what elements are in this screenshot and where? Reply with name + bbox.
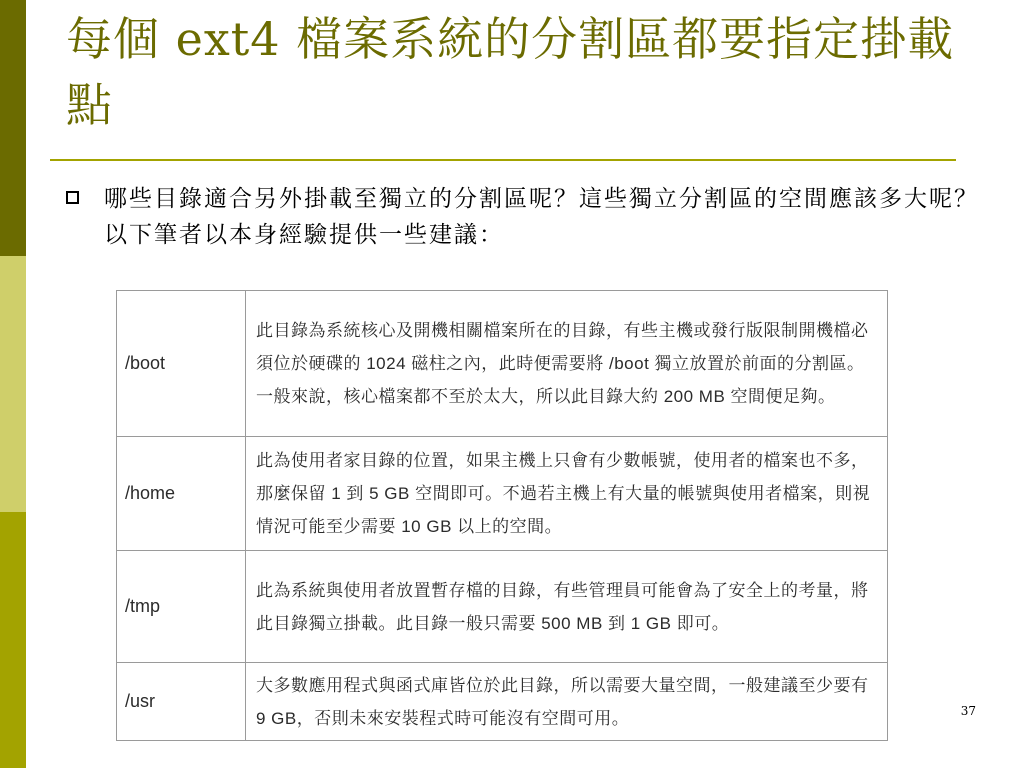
table-cell-path: /usr xyxy=(117,663,246,741)
table-cell-description: 此為系統與使用者放置暫存檔的目錄，有些管理員可能會為了安全上的考量，將此目錄獨立掛載。此目錄一般只需要 500 MB 到 1 GB 即可。 xyxy=(246,551,888,663)
hollow-square-bullet-icon xyxy=(66,191,79,204)
table-cell-path: /home xyxy=(117,437,246,551)
mount-point-table xyxy=(116,290,888,741)
left-decorative-bar xyxy=(0,0,26,768)
table-cell-path: /tmp xyxy=(117,551,246,663)
table-cell-description: 此目錄為系統核心及開機相關檔案所在的目錄，有些主機或發行版限制開機檔必須位於硬碟的 1024 磁柱之內，此時便需要將 /boot 獨立放置於前面的分割區。一般來說，核心檔案都不至於太大，所以此目錄大約 200 MB 空間便足夠。 xyxy=(246,291,888,437)
left-bar-bottom-segment xyxy=(0,512,26,768)
title-underline xyxy=(50,159,956,161)
table-cell-description: 此為使用者家目錄的位置，如果主機上只會有少數帳號，使用者的檔案也不多，那麼保留 1 到 5 GB 空間即可。不過若主機上有大量的帳號與使用者檔案，則視情況可能至少需要 10 GB 以上的空間。 xyxy=(246,437,888,551)
mount-point-table-figure xyxy=(116,290,888,740)
left-bar-middle-segment xyxy=(0,256,26,512)
table-row-usr xyxy=(117,663,888,741)
page-number: 37 xyxy=(960,704,976,718)
bullet-text: 哪些目錄適合另外掛載至獨立的分割區呢？這些獨立分割區的空間應該多大呢？以下筆者以本身經驗提供一些建議： xyxy=(104,186,979,248)
table-row-home xyxy=(117,437,888,551)
table-cell-description: 大多數應用程式與函式庫皆位於此目錄，所以需要大量空間，一般建議至少要有 9 GB，否則未來安裝程式時可能沒有空間可用。 xyxy=(246,663,888,741)
left-bar-top-segment xyxy=(0,0,26,256)
table-cell-path: /boot xyxy=(117,291,246,437)
table-row-boot xyxy=(117,291,888,437)
slide-title: 每個 ext4 檔案系統的分割區都要指定掛載點 xyxy=(66,12,955,132)
table-row-tmp xyxy=(117,551,888,663)
